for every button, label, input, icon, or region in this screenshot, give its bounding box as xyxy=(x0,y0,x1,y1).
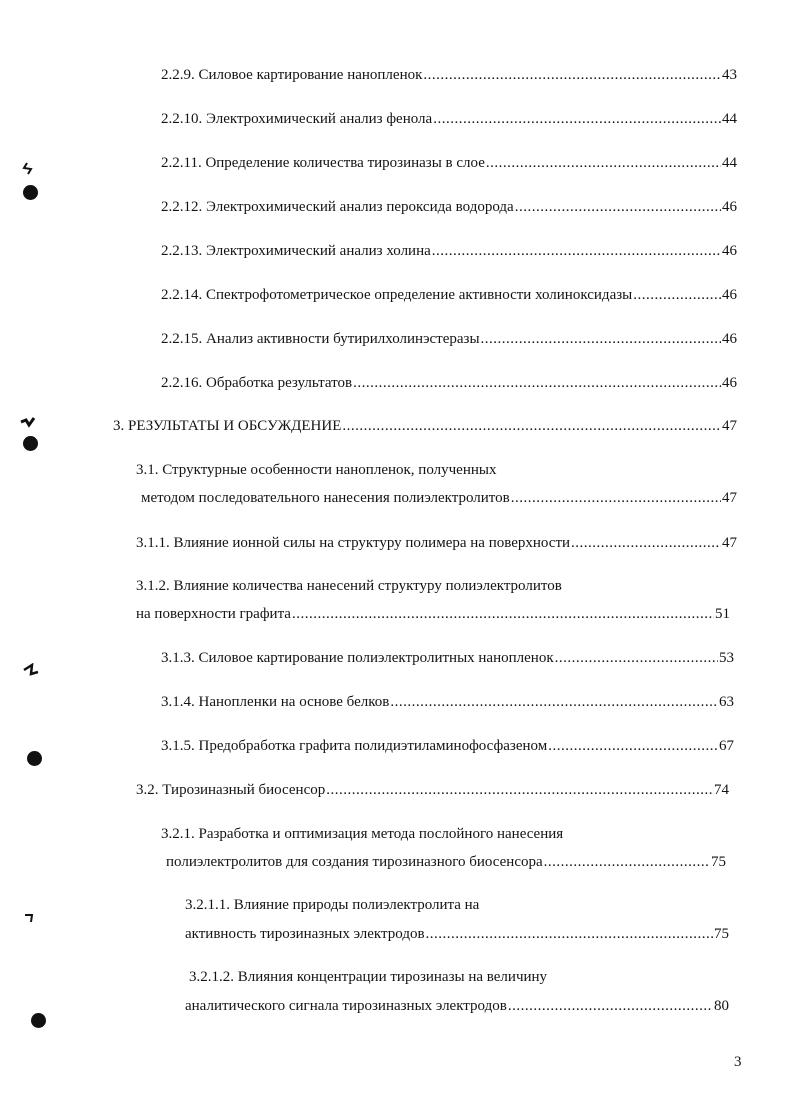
toc-entry-page: 43 xyxy=(722,67,737,83)
punch-hole-icon xyxy=(27,751,42,766)
toc-entry-label: 2.2.16. Обработка результатов xyxy=(161,375,353,391)
toc-entry-line1: 3.2.1.2. Влияния концентрации тирозиназы на величину xyxy=(189,969,548,985)
leader-dots xyxy=(555,649,718,667)
toc-entry[interactable] xyxy=(136,781,729,799)
toc-entry-page: 63 xyxy=(719,694,734,710)
toc-entry-label: методом последовательного нанесения полиэлектролитов xyxy=(141,490,510,506)
toc-entry-line1: 3.2.1.1. Влияние природы полиэлектролита на xyxy=(185,897,480,913)
toc-entry-page: 46 xyxy=(722,287,737,303)
leader-dots xyxy=(511,489,721,507)
toc-entry-line1: 3.1. Структурные особенности нанопленок, полученных xyxy=(136,462,497,478)
toc-chapter[interactable] xyxy=(113,417,737,435)
toc-entry[interactable] xyxy=(161,286,737,304)
leader-dots xyxy=(508,997,713,1015)
toc-entry-label: 2.2.15. Анализ активности бутирилхолинэстеразы xyxy=(161,331,480,347)
toc-entry[interactable] xyxy=(161,66,737,84)
leader-dots xyxy=(515,198,721,216)
punch-hole-icon xyxy=(23,185,38,200)
toc-entry-page: 47 xyxy=(722,535,737,551)
toc-entry-label: полиэлектролитов для создания тирозиназного биосенсора xyxy=(166,854,543,870)
toc-entry[interactable] xyxy=(185,925,729,943)
leader-dots xyxy=(481,330,721,348)
toc-entry-label: 2.2.13. Электрохимический анализ холина xyxy=(161,243,431,259)
toc-entry[interactable] xyxy=(161,374,737,392)
toc-entry-page: 53 xyxy=(719,650,734,666)
toc-entry[interactable] xyxy=(166,853,726,871)
toc-entry-label: 2.2.12. Электрохимический анализ пероксида водорода xyxy=(161,199,514,215)
toc-entry-page: 67 xyxy=(719,738,734,754)
toc-entry[interactable] xyxy=(185,997,729,1015)
toc-entry[interactable] xyxy=(161,242,737,260)
page-number: 3 xyxy=(734,1054,742,1070)
leader-dots xyxy=(433,110,721,128)
toc-entry-label: на поверхности графита xyxy=(136,606,291,622)
toc-entry-page: 44 xyxy=(722,111,737,127)
scan-mark-icon xyxy=(20,162,34,178)
toc-entry-page: 74 xyxy=(714,782,729,798)
toc-entry-page: 75 xyxy=(711,854,726,870)
leader-dots xyxy=(486,154,721,172)
toc-entry-page: 46 xyxy=(722,199,737,215)
leader-dots xyxy=(390,693,718,711)
toc-entry-line1: 3.1.2. Влияние количества нанесений структуру полиэлектролитов xyxy=(136,578,562,594)
leader-dots xyxy=(548,737,718,755)
punch-hole-icon xyxy=(31,1013,46,1028)
toc-entry-page: 75 xyxy=(714,926,729,942)
leader-dots xyxy=(633,286,721,304)
punch-hole-icon xyxy=(23,436,38,451)
toc-entry-label: 3.1.4. Нанопленки на основе белков xyxy=(161,694,390,710)
toc-entry-label: активность тирозиназных электродов xyxy=(185,926,425,942)
toc-entry-label: 3.1.5. Предобработка графита полидиэтиламинофосфазеном xyxy=(161,738,548,754)
leader-dots xyxy=(292,605,714,623)
toc-entry-label: 3.1.3. Силовое картирование полиэлектролитных нанопленок xyxy=(161,650,554,666)
toc-entry-label: 2.2.11. Определение количества тирозиназы в слое xyxy=(161,155,485,171)
toc-entry-page: 46 xyxy=(722,375,737,391)
toc-entry-label: 2.2.10. Электрохимический анализ фенола xyxy=(161,111,433,127)
toc-entry-page: 80 xyxy=(714,998,729,1014)
scan-mark-icon xyxy=(23,912,39,924)
toc-entry-page: 46 xyxy=(722,331,737,347)
toc-entry[interactable] xyxy=(161,154,737,172)
toc-entry[interactable] xyxy=(161,737,734,755)
toc-entry-line1: 3.2.1. Разработка и оптимизация метода послойного нанесения xyxy=(161,826,564,842)
leader-dots xyxy=(571,534,721,552)
leader-dots xyxy=(423,66,721,84)
toc-entry-page: 46 xyxy=(722,243,737,259)
toc-entry[interactable] xyxy=(136,605,730,623)
scan-mark-icon xyxy=(22,663,40,677)
toc-entry-label: 3.2. Тирозиназный биосенсор xyxy=(136,782,326,798)
toc-entry[interactable] xyxy=(136,534,737,552)
toc-entry-page: 47 xyxy=(722,418,737,434)
toc-entry[interactable] xyxy=(161,693,734,711)
toc-entry-label: 3.1.1. Влияние ионной силы на структуру полимера на поверхности xyxy=(136,535,571,551)
toc-entry[interactable] xyxy=(161,330,737,348)
scan-mark-icon xyxy=(20,416,36,430)
toc-entry[interactable] xyxy=(161,198,737,216)
leader-dots xyxy=(544,853,710,871)
toc-entry-label: 2.2.14. Спектрофотометрическое определение активности холиноксидазы xyxy=(161,287,633,303)
toc-entry-label: 2.2.9. Силовое картирование нанопленок xyxy=(161,67,423,83)
leader-dots xyxy=(353,374,721,392)
toc-entry-page: 44 xyxy=(722,155,737,171)
leader-dots xyxy=(426,925,713,943)
leader-dots xyxy=(342,417,721,435)
toc-entry-label: аналитического сигнала тирозиназных электродов xyxy=(185,998,507,1014)
leader-dots xyxy=(432,242,721,260)
toc-entry[interactable] xyxy=(161,110,737,128)
toc-entry-label: 3. РЕЗУЛЬТАТЫ И ОБСУЖДЕНИЕ xyxy=(113,418,342,434)
toc-entry[interactable] xyxy=(161,649,734,667)
toc-entry-page: 47 xyxy=(722,490,737,506)
toc-entry[interactable] xyxy=(141,489,737,507)
leader-dots xyxy=(326,781,713,799)
toc-entry-page: 51 xyxy=(715,606,730,622)
